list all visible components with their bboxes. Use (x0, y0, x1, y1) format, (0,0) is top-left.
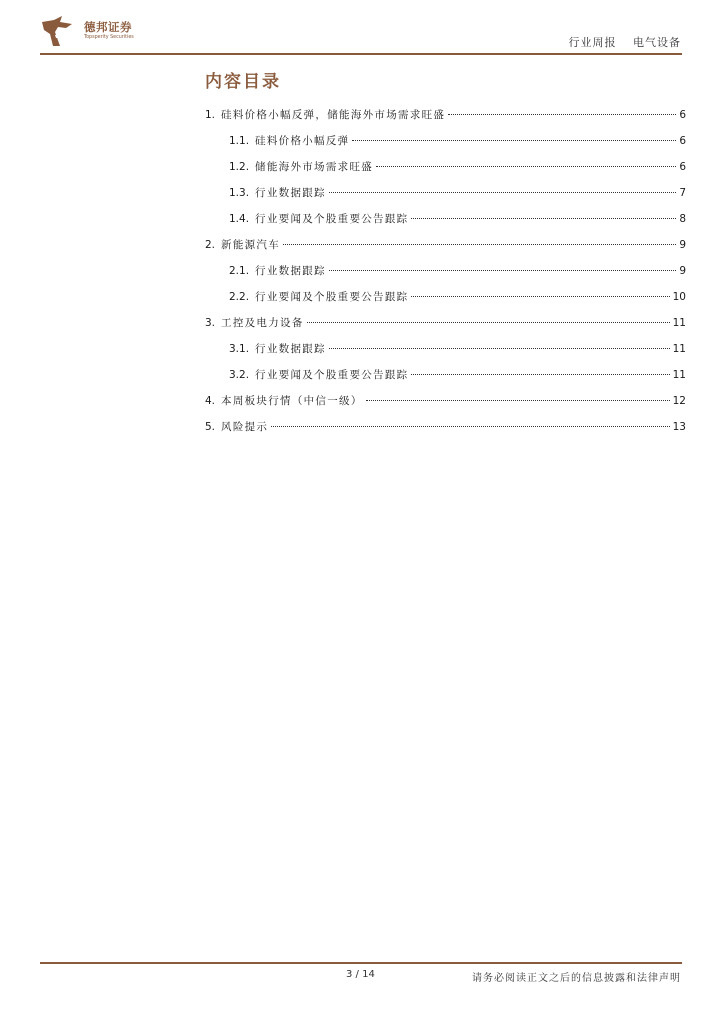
deer-logo-icon (40, 16, 74, 48)
toc-entry-page: 6 (679, 161, 686, 173)
toc-entry[interactable] (205, 237, 686, 263)
toc-dot-leader (329, 270, 676, 271)
toc-entry-title: 风险提示 (221, 421, 269, 433)
toc-entry-page: 10 (672, 291, 686, 303)
toc-entry-title: 行业数据跟踪 (255, 265, 326, 277)
toc-entry-title: 行业要闻及个股重要公告跟踪 (255, 213, 409, 225)
toc-entry[interactable] (205, 107, 686, 133)
toc-dot-leader (448, 114, 676, 115)
report-industry: 电气设备 (633, 36, 681, 49)
toc-entry-title: 硅料价格小幅反弹，储能海外市场需求旺盛 (221, 109, 446, 121)
toc-entry-number: 5. (205, 421, 216, 433)
report-header-labels (569, 34, 682, 50)
toc-dot-leader (352, 140, 676, 141)
toc-dot-leader (376, 166, 676, 167)
toc-entry-title: 硅料价格小幅反弹 (255, 135, 350, 147)
toc-entry-number: 1.3. (229, 187, 250, 199)
toc-entry-page: 9 (679, 265, 686, 277)
toc-entry-number: 2. (205, 239, 216, 251)
toc-entry[interactable] (205, 341, 686, 367)
toc-entry[interactable] (205, 159, 686, 185)
toc-entry-title: 本周板块行情（中信一级） (221, 395, 363, 407)
toc-entry-number: 3.2. (229, 369, 250, 381)
toc-dot-leader (411, 218, 676, 219)
toc-entry-number: 2.1. (229, 265, 250, 277)
toc-entry-number: 4. (205, 395, 216, 407)
toc-dot-leader (366, 400, 670, 401)
toc-entry-title: 行业数据跟踪 (255, 187, 326, 199)
toc-dot-leader (271, 426, 669, 427)
toc-entry-page: 6 (679, 135, 686, 147)
toc-entry-page: 7 (679, 187, 686, 199)
toc-title: 内容目录 (205, 72, 281, 92)
company-logo (40, 16, 150, 50)
toc-entry[interactable] (205, 315, 686, 341)
footer-disclaimer: 请务必阅读正文之后的信息披露和法律声明 (472, 973, 681, 984)
toc-entry[interactable] (205, 289, 686, 315)
toc-entry-title: 储能海外市场需求旺盛 (255, 161, 374, 173)
toc-entry-number: 1.1. (229, 135, 250, 147)
toc-entry-number: 2.2. (229, 291, 250, 303)
toc-entry[interactable] (205, 393, 686, 419)
toc-entry-title: 新能源汽车 (221, 239, 281, 251)
toc-entry[interactable] (205, 133, 686, 159)
toc-entry-title: 行业要闻及个股重要公告跟踪 (255, 369, 409, 381)
toc-entry-title: 行业要闻及个股重要公告跟踪 (255, 291, 409, 303)
table-of-contents (205, 107, 686, 445)
toc-entry-number: 1. (205, 109, 216, 121)
toc-dot-leader (329, 192, 676, 193)
toc-entry-number: 3.1. (229, 343, 250, 355)
toc-dot-leader (283, 244, 676, 245)
toc-entry-page: 6 (679, 109, 686, 121)
header-divider (40, 53, 682, 55)
toc-entry-title: 工控及电力设备 (221, 317, 304, 329)
toc-entry[interactable] (205, 263, 686, 289)
toc-dot-leader (411, 374, 669, 375)
toc-entry-number: 1.4. (229, 213, 250, 225)
logo-text-cn: 德邦证券 (84, 20, 132, 34)
logo-text-en: Topsperity Securities (84, 35, 134, 40)
toc-dot-leader (307, 322, 670, 323)
toc-entry[interactable] (205, 419, 686, 445)
toc-entry-page: 9 (679, 239, 686, 251)
toc-entry-page: 12 (672, 395, 686, 407)
toc-entry-page: 11 (672, 343, 686, 355)
toc-entry-number: 3. (205, 317, 216, 329)
toc-entry-page: 13 (672, 421, 686, 433)
toc-entry[interactable] (205, 211, 686, 237)
toc-entry-page: 11 (672, 317, 686, 329)
toc-entry-page: 8 (679, 213, 686, 225)
footer-divider (40, 962, 682, 964)
toc-entry[interactable] (205, 367, 686, 393)
toc-entry-title: 行业数据跟踪 (255, 343, 326, 355)
toc-dot-leader (411, 296, 669, 297)
page-number: 3 / 14 (346, 969, 375, 980)
report-category: 行业周报 (568, 36, 617, 49)
toc-entry-number: 1.2. (229, 161, 250, 173)
toc-entry-page: 11 (672, 369, 686, 381)
toc-entry[interactable] (205, 185, 686, 211)
toc-dot-leader (329, 348, 670, 349)
